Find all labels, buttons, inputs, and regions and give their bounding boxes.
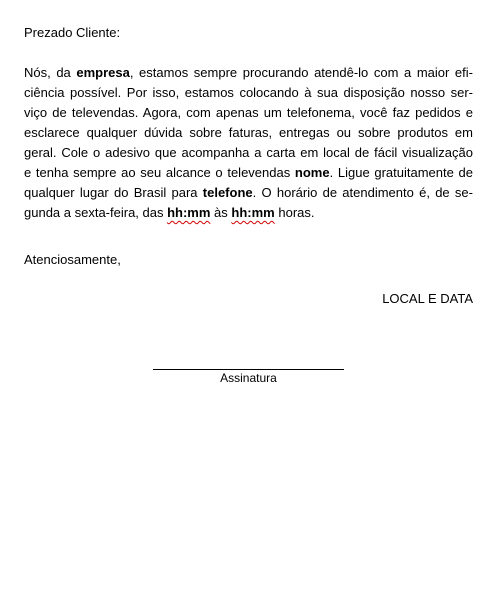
body-text-segment: , estamos sempre procurando atendê-lo com a maior efi-: [129, 65, 473, 80]
placeholder-field: empresa: [76, 65, 130, 80]
placeholder-field: telefone: [202, 185, 253, 200]
place-and-date: LOCAL E DATA: [382, 291, 473, 306]
body-text-segment: e tenha sempre ao seu alcance o televendas: [24, 165, 295, 180]
body-line: [24, 123, 473, 143]
body-line: [24, 83, 473, 103]
body-line: [24, 163, 473, 183]
body-text-segment: às: [210, 205, 232, 220]
body-text-segment: . O horário de atendimento é, de se-: [252, 185, 473, 200]
body-line: [24, 63, 473, 83]
body-line: [24, 203, 473, 223]
body-text-segment: esclarece qualquer dúvida sobre faturas, entregas ou sobre produtos em: [24, 125, 473, 140]
closing: Atenciosamente,: [24, 252, 121, 267]
body-text-segment: Nós, da: [24, 65, 77, 80]
body-text-segment: qualquer lugar do Brasil para: [24, 185, 203, 200]
time-placeholder-field: hh:mm: [231, 205, 275, 220]
letter-body: [24, 63, 473, 223]
signature-label: Assinatura: [220, 371, 277, 385]
time-placeholder-field: hh:mm: [167, 205, 211, 220]
body-text-segment: geral. Cole o adesivo que acompanha a carta em local de fácil visualização: [24, 145, 473, 160]
body-line: [24, 183, 473, 203]
body-text-segment: viço de televendas. Agora, com apenas um telefonema, você faz pedidos e: [24, 105, 473, 120]
placeholder-field: nome: [294, 165, 330, 180]
body-text-segment: . Ligue gratuitamente de: [329, 165, 473, 180]
greeting: Prezado Cliente:: [24, 25, 121, 40]
body-text-segment: horas.: [274, 205, 315, 220]
body-text-segment: ciência possível. Por isso, estamos colocando à sua disposição nosso ser-: [24, 85, 473, 100]
body-line: [24, 103, 473, 123]
body-line: [24, 143, 473, 163]
body-text-segment: gunda a sexta-feira, das: [24, 205, 168, 220]
